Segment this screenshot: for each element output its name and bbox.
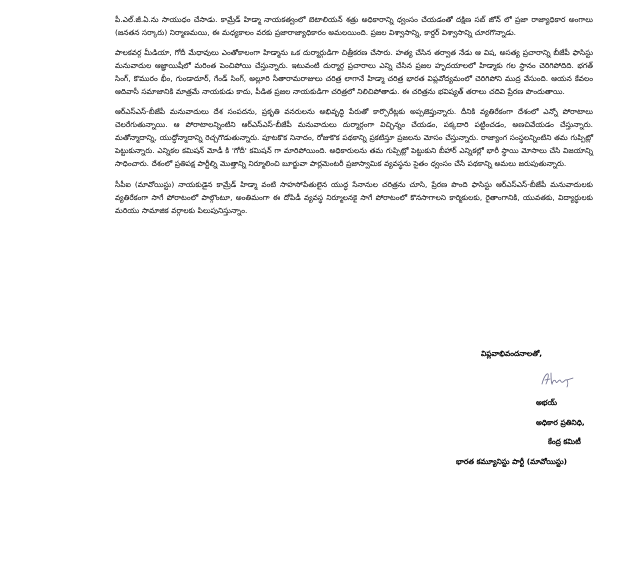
paragraph-3: ఆర్ఎస్ఎస్-బీజేపీ మనువాదులు దేశ సంపదను, ప్రకృతి వనరులను అభివృద్ధి పేరుతో కార్పొరేట్లకు అప్పజెప్తున్నారు. దీనికి వ్యతిరేకంగా దేశంలో ఎన్నో పోరాటాలు చెలరేగుతున్నాయి. ఆ పోరాటాలన్నింటిని ఆర్ఎస్ఎస్-బీజేపీ మనువాదులు దుర్మార్గంగా విచ్ఛిన్నం చేయడం, పక్కదారి పట్టించడం, అణచివేయడం చేస్తున్నారు. మతోన్మాదాన్ని, యుద్ధోన్మాదాన్ని రెచ్చగొడుతున్నారు. పూటకొక నినాదం, రోజుకొక పథకాన్ని ప్రకటిస్తూ ప్రజలను మోసం చేస్తున్నారు. రాజ్యాంగ సంస్థలన్నింటిని తమ గుప్పిట్లో పెట్టుకున్నారు. ఎన్నికల కమిషన్ మోడీ కి 'గోదీ' కమిషన్ గా మారిపోయింది. అధికారులను తమ గుప్పిట్లో పెట్టుకుని బీహార్ ఎన్నికల్లో భారీ స్థాయి మోసాలు చేసి విజయాన్ని సాధించారు. దేశంలో ప్రతిపక్ష పార్టీల్ని మొత్తాన్ని నిర్మూలించి బూర్జువా పార్లమెంటరీ ప్రజాస్వామిక వ్యవస్థను సైతం ధ్వంసం చేసే పథకాన్ని అమలు జరుపుతున్నారు.: [115, 107, 593, 169]
signatory-name: అభయ్: [536, 398, 557, 407]
paragraph-2: పాలకవర్గ మీడియా, గోదీ మేధావులు ఎంతోకాలంగా హిడ్మాను ఒక దుర్మార్గుడిగా చిత్రీకరణ చేసారు. హత్య చేసిన తర్వాత నేడు ఆ విష, అసత్య ప్రచారాన్ని బీజేపీ ఫాసిస్టు మనువాదుల ఆజ్ఞాయిషీలో మరింత పెంచిపోయి చేస్తున్నారు. ఇటువంటి దుర్మార్గ ప్రచారాలు ఎన్ని చేసిన ప్రజల హృదయాలలో హిడ్మాకు గల స్థానం చెరిగిపోదిది. భగత్ సింగ్, కొమురం భీం, గుండాదూర్, గేండ్ సింగ్, అల్లూరి సీతారామరాజులు చరిత్ర లాగానే హిడ్మా చరిత్ర భారత విప్లవోద్యమంలో చెరిగిపోని ముద్ర వేసుంది. ఆయన కేవలం ఆదివాసీ సమాజానికి మాత్రమే నాయకుడు కాదు, పీడిత ప్రజల నాయకుడిగా చరిత్రలో నిలిచిపోతాడు. ఈ చరిత్రను భవిష్యత్ తరాలు చదివి ప్రేరణ పొందుతాయి.: [115, 48, 593, 97]
statement-body: [115, 13, 593, 224]
paragraph-4: సీపీఐ (మావోయిస్టు) నాయకుడైన కామ్రేడ్ హిడ్మా వంటి సాహసోపేతులైన యుద్ధ సేనానుల చరిత్రను చూసి, ప్రేరణ పొంది ఫాసిస్టు ఆర్ఎస్ఎస్-బీజేపీ మనువాదులకు వ్యతిరేకంగా సాగే పోరాటంలో పాల్గొంటూ, అంతిమంగా ఈ దోపిడీ వ్యవస్థ నిర్మూలనకై సాగే పోరాటంలో కొనసాగాలని కార్మికులకు, రైతాంగానికి, యువతకు, విద్యార్థులకు మరియు సామాజిక వర్గాలకు పిలుపునిస్తున్నాం.: [115, 179, 593, 215]
committee-name: కేంద్ర కమిటీ: [548, 437, 581, 446]
closing-salutation: విప్లవాభివందనాలతో,: [481, 349, 543, 358]
handwritten-signature: [540, 370, 574, 388]
party-name: భారత కమ్యూనిస్టు పార్టీ (మావోయిస్టు): [456, 456, 568, 466]
paragraph-1: పీ.ఎల్.జీ.ఏ.ను సాయుధం చేసాడు. కామ్రేడ్ హిడ్మా నాయకత్వంలో బెటాలియన్ శత్రు అధికారాన్ని ధ్వంసం చేయడంతో దక్షిణ సబ్ జోన్ లో ప్రజా రాజ్యాధికార అంగాలు (జనతన సర్కారు) నిర్మాణమయి, ఈ మధ్యకాలం వరకు ప్రజారాజ్యాధికారం అమలయింది. ప్రజల విశ్వాసాన్ని, కార్డర్ విశ్వాసాన్ని చూరగొన్నాడు.: [115, 15, 593, 38]
signature-block: [456, 393, 585, 471]
signatory-title: అధికార ప్రతినిధి,: [536, 417, 585, 427]
